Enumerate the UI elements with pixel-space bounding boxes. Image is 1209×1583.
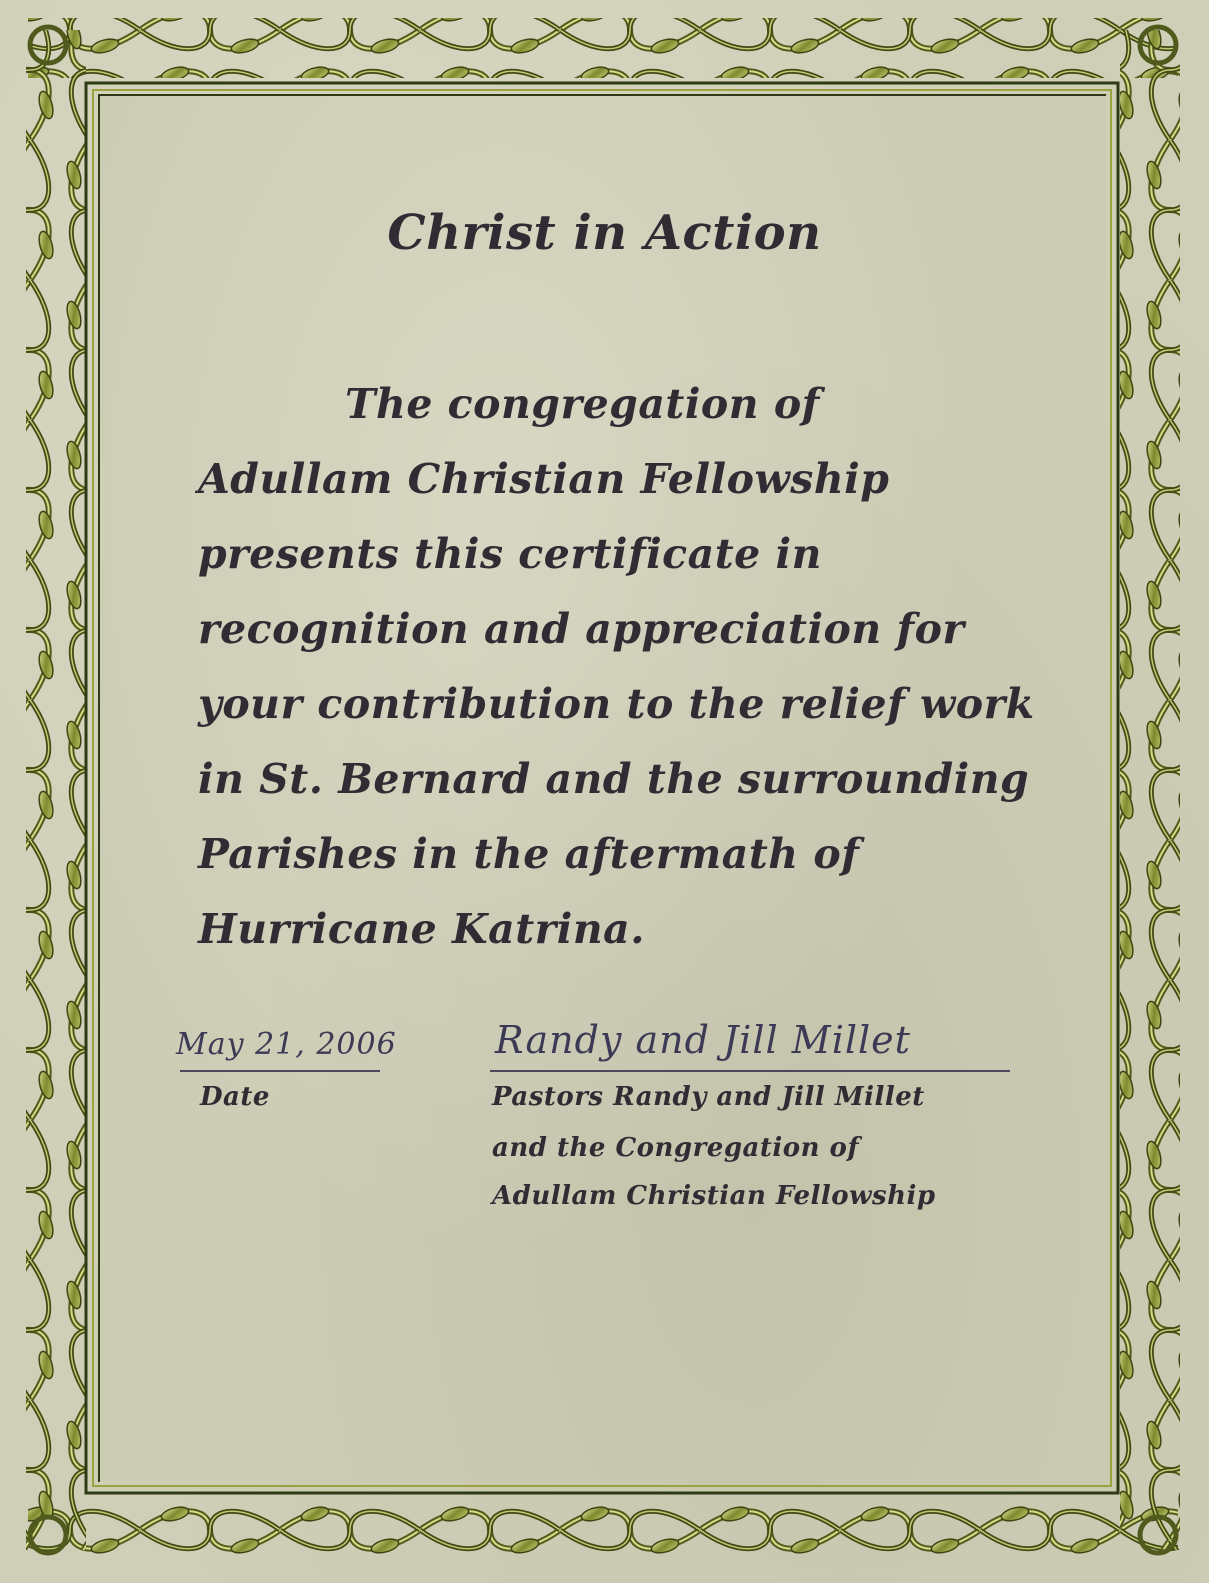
date-label: Date bbox=[200, 1082, 270, 1112]
body-line: recognition and appreciation for bbox=[198, 605, 965, 653]
date-rule bbox=[180, 1070, 380, 1072]
signature-line: Pastors Randy and Jill Millet bbox=[492, 1082, 925, 1112]
certificate-title: Christ in Action bbox=[387, 205, 822, 261]
body-line: in St. Bernard and the surrounding bbox=[198, 755, 1030, 803]
signature-line: Adullam Christian Fellowship bbox=[492, 1181, 936, 1211]
handwritten-signature: Randy and Jill Millet bbox=[495, 1018, 911, 1062]
body-line: Hurricane Katrina. bbox=[198, 905, 645, 953]
body-line: presents this certificate in bbox=[198, 530, 822, 578]
signature-line: and the Congregation of bbox=[492, 1133, 860, 1163]
signature-rule bbox=[490, 1070, 1010, 1072]
handwritten-date: May 21, 2006 bbox=[176, 1027, 397, 1062]
body-line: Adullam Christian Fellowship bbox=[198, 455, 890, 503]
body-line: Parishes in the aftermath of bbox=[198, 830, 860, 878]
body-line: your contribution to the relief work bbox=[198, 680, 1035, 728]
body-line: The congregation of bbox=[345, 380, 820, 428]
